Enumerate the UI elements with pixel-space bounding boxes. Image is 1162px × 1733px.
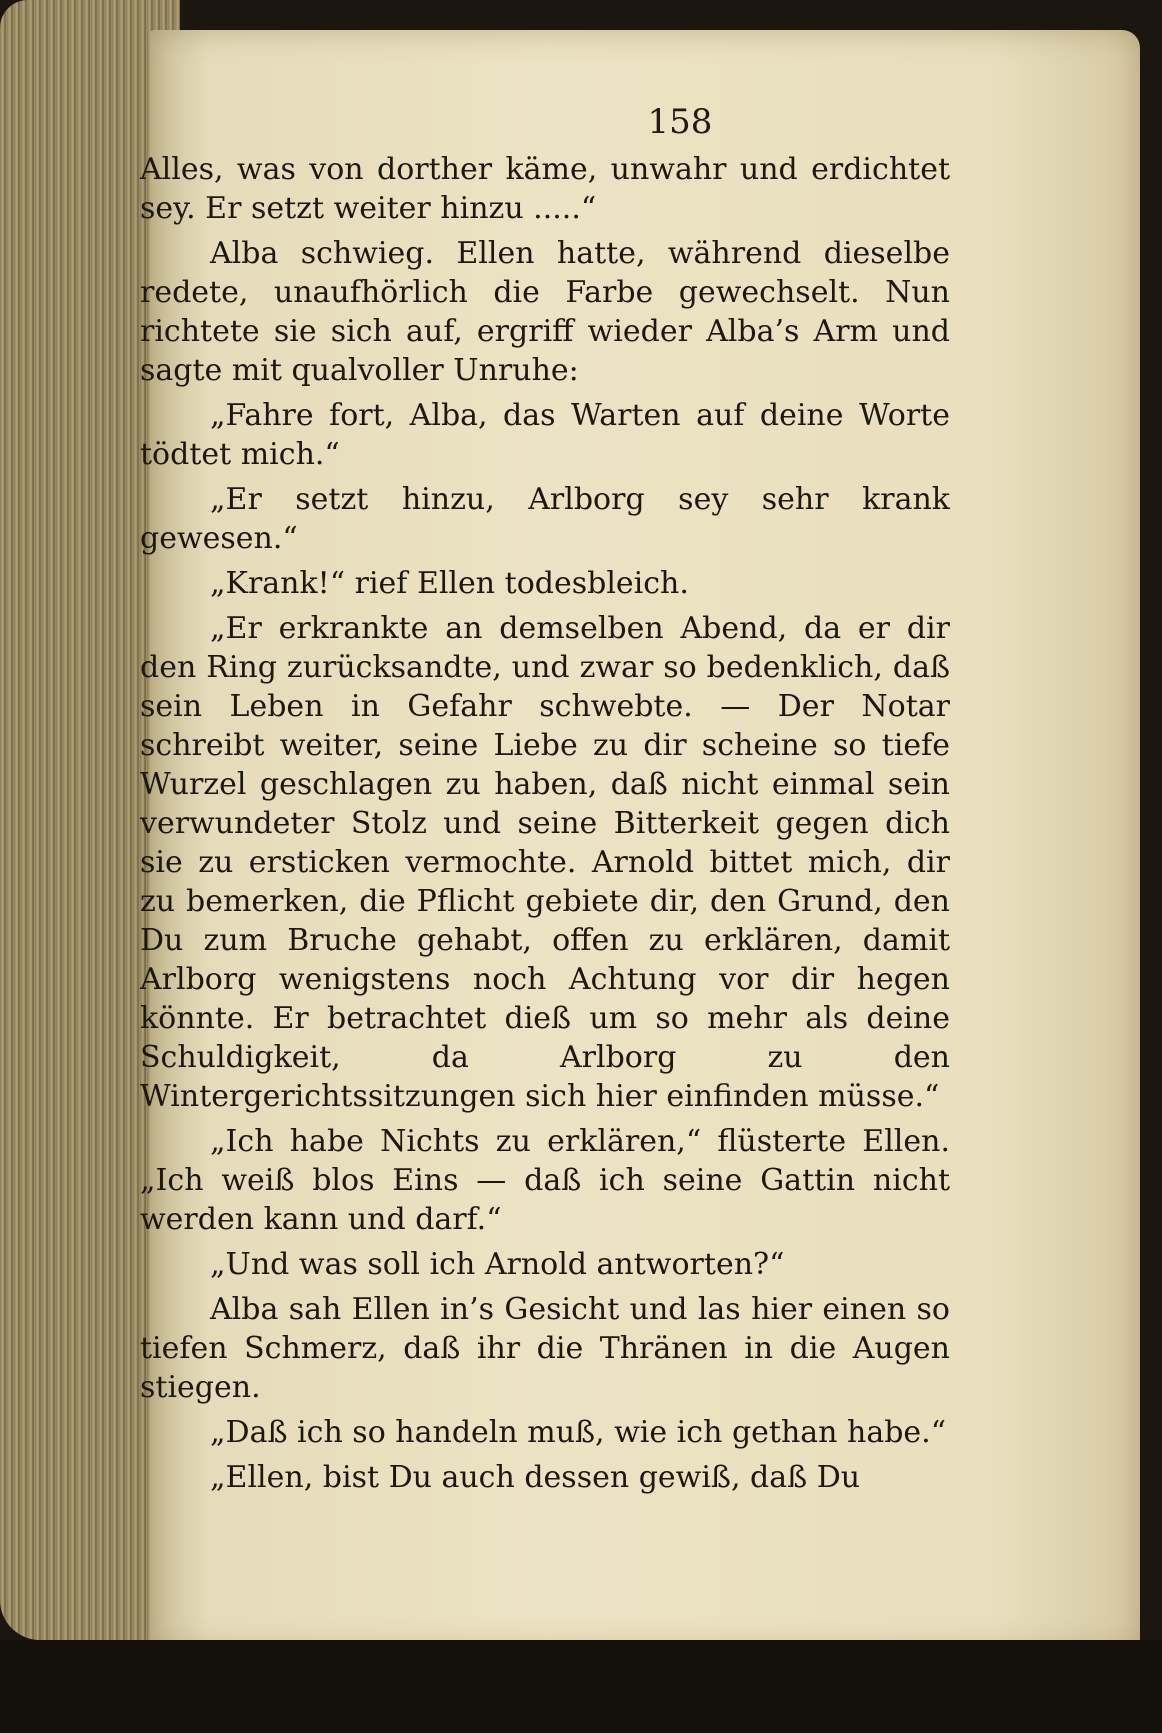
paragraph: „Ellen, bist Du auch dessen gewiß, daß Du <box>210 1460 861 1495</box>
paragraph: „Ich habe Nichts zu erklären,“ flüsterte Ellen. „Ich weiß blos Eins — daß ich seine Gattin nicht werden kann und darf.“ <box>140 1124 950 1237</box>
background-shadow <box>0 1640 1162 1733</box>
paragraph: Alba schwieg. Ellen hatte, während dieselbe redete, unaufhörlich die Farbe gewechselt. Nun richtete sie sich auf, ergriff wieder Alba’s Arm und sagte mit qualvoller Unruhe: <box>140 236 950 388</box>
paragraph: „Krank!“ rief Ellen todesbleich. <box>210 566 689 601</box>
paragraph: Alba sah Ellen in’s Gesicht und las hier einen so tiefen Schmerz, daß ihr die Thränen in die Augen stiegen. <box>140 1292 950 1405</box>
paragraph: Alles, was von dorther käme, unwahr und erdichtet sey. Er setzt weiter hinzu .....“ <box>140 152 950 226</box>
paragraph: „Fahre fort, Alba, das Warten auf deine Worte tödtet mich.“ <box>140 398 950 472</box>
paragraph: „Er setzt hinzu, Arlborg sey sehr krank gewesen.“ <box>140 482 950 556</box>
paragraph: „Daß ich so handeln muß, wie ich gethan habe.“ <box>210 1415 947 1450</box>
page-text <box>140 150 950 1503</box>
paragraph: „Und was soll ich Arnold antworten?“ <box>210 1247 785 1282</box>
page-number: 158 <box>647 102 713 142</box>
paragraph: „Er erkrankte an demselben Abend, da er dir den Ring zurücksandte, und zwar so bedenklich, daß sein Leben in Gefahr schwebte. — Der Notar schreibt weiter, seine Liebe zu dir scheine so tiefe Wurzel geschlagen zu haben, daß nicht einmal sein verwundeter Stolz und seine Bitterkeit gegen dich sie zu ersticken vermochte. Arnold bittet mich, dir zu bemerken, die Pflicht gebiete dir, den Grund, den Du zum Bruche gehabt, offen zu erklären, damit Arlborg wenigstens noch Achtung vor dir hegen könnte. Er betrachtet dieß um so mehr als deine Schuldigkeit, da Arlborg zu den Wintergerichtssitzungen sich hier einfinden müsse.“ <box>140 611 950 1114</box>
